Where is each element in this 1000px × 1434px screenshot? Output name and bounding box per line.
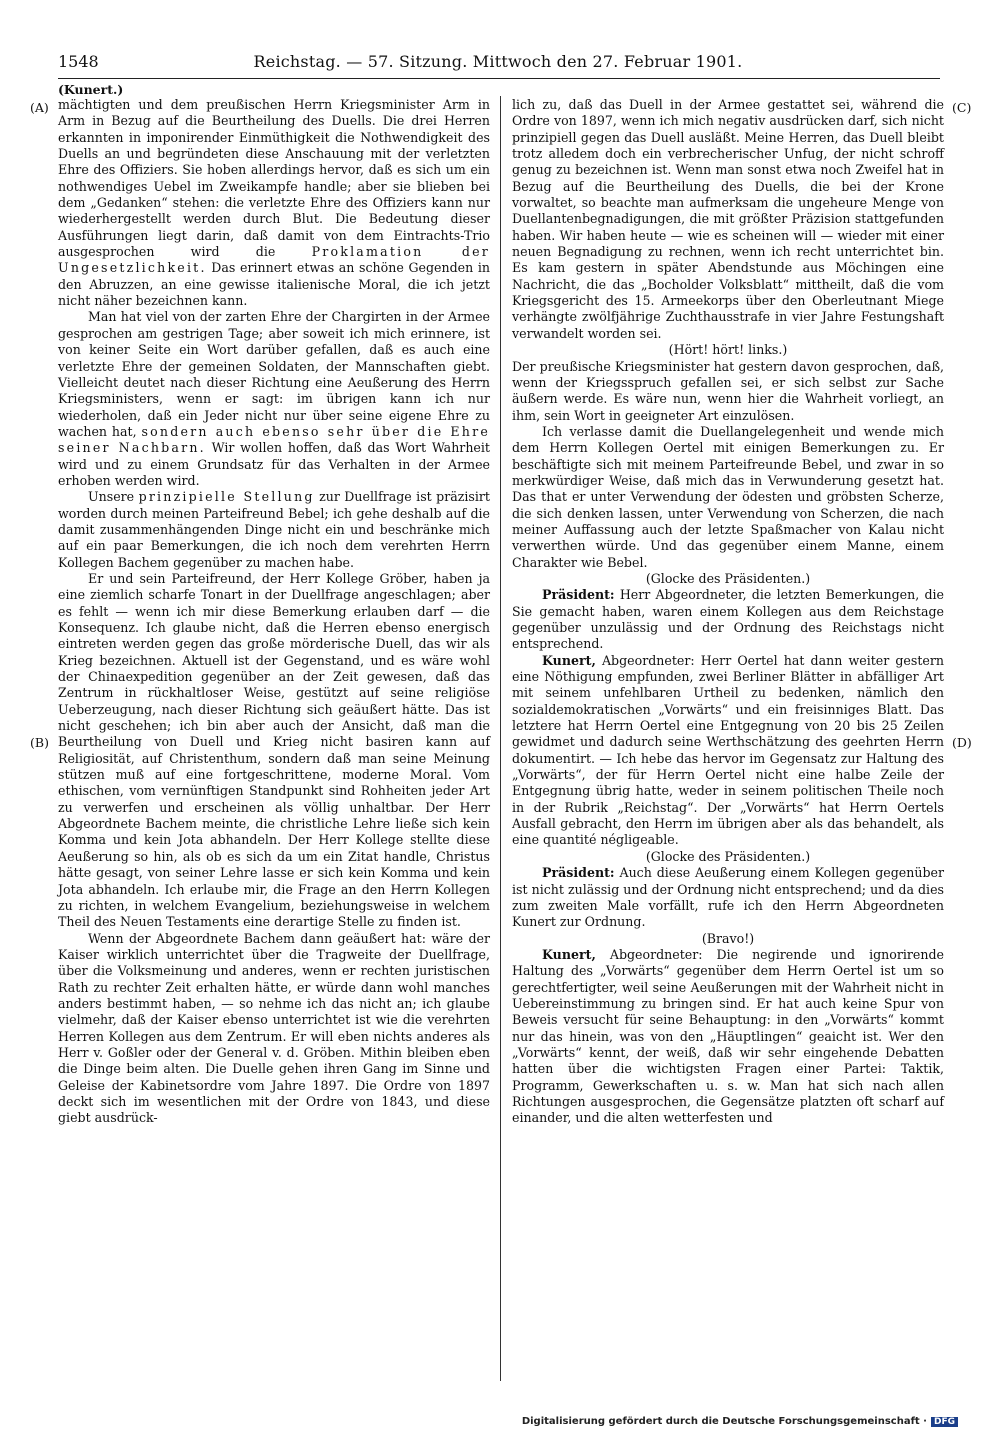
paragraph: Er und sein Parteifreund, der Herr Kollege Gröber, haben ja eine ziemlich scharfe Tonart in der Duellfrage angeschlagen; aber es fehlt — wenn ich mir diese Bemerkung erlauben darf — die Konsequenz. Ich glaube nicht, daß die Herren ebenso energisch eintreten werden gegen das große mörderische Duell, das wir als Krieg bezeichnen. Aktuell ist der Gegenstand, und es wäre wohl der Chinaexpedition gegenüber an der Zeit gewesen, daß das Zentrum in rückhaltloser Weise, gestützt auf seine religiöse Ueberzeugung, nach dieser Richtung sich geäußert hätte. Das ist nicht geschehen; ich bin aber auch der Ansicht, daß man die Beurtheilung von Duell und Krieg nicht basiren kann auf Religiosität, auf Christenthum, sondern daß man seine Meinung stützen muß auf eine fortgeschrittene, moderne Moral. Vom ethischen, vom vernünftigen Standpunkt sind Rohheiten jeder Art zu verwerfen und erscheinen als völlig unhaltbar. Der Herr Abgeordnete Bachem meinte, die christliche Lehre ließe sich kein Komma und kein Jota abhandeln. Der Herr Kollege stellte diese Aeußerung so hin, als ob es sich da um ein Zitat handle, Christus hätte gesagt, von seiner Lehre lasse er sich kein Komma und kein Jota abhandeln. Ich erlaube mir, die Frage an den Herrn Kollegen zu richten, in welchem Evangelium, beziehungsweise in welchem Theil des Neuen Testaments eine derartige Stelle zu finden ist.	[58, 570, 490, 930]
interjection: (Glocke des Präsidenten.)	[645, 848, 811, 864]
dfg-logo: DFG	[931, 1417, 958, 1427]
column-divider	[500, 96, 501, 1381]
page-number: 1548	[58, 52, 99, 71]
paragraph: Kunert, Abgeordneter: Die negirende und ignorirende Haltung des „Vorwärts“ gegenüber dem Herrn Oertel ist um so gerechtfertigter, weil seine Aeußerungen mit der Wahrheit nicht in Uebereinstimmung zu bringen sind. Er hat auch keine Spur von Beweis versucht für seine Behauptung: in den „Vorwärts“ kommt nur das hinein, was von den „Häuptlingen“ geaicht ist. Wer den „Vorwärts“ kennt, der weiß, daß wir sehr eingehende Debatten hatten über die wichtigsten Fragen einer Partei: Taktik, Programm, Gewerkschaften u. s. w. Man hat sich nach allen Richtungen ausgesprochen, die Gegensätze platzten oft scharf auf einander, und die alten wetterfesten und	[512, 946, 945, 1126]
paragraph: Präsident: Auch diese Aeußerung einem Kollegen gegenüber ist nicht zulässig und der Ordnung nicht entsprechend; und da dies zum zweiten Male vorfällt, rufe ich den Herrn Abgeordneten Kunert zur Ordnung.	[512, 865, 944, 930]
speaker-label: Kunert,	[542, 946, 596, 962]
header-title: Reichstag. — 57. Sitzung. Mittwoch den 27. Februar 1901.	[253, 52, 743, 71]
digitization-footer	[522, 1416, 958, 1427]
interjection: (Glocke des Präsidenten.)	[645, 570, 811, 586]
paragraph: Ich verlasse damit die Duellangelegenheit und wende mich dem Herrn Kollegen Oertel mit einigen Bemerkungen zu. Er beschäftigte sich mit meinem Parteifreunde Bebel, und zwar in so merkwürdiger Weise, daß mich das in Verwunderung gesetzt hat. Das that er unter Verwendung der ödesten und gröbsten Scherze, die sich denken lassen, unter Verwendung von Scherzen, die nach meiner Auffassung auch der letzte Spaßmacher von Kalau nicht verwerthen würde. Und das gegenüber einem Manne, einem Charakter wie Bebel.	[512, 423, 944, 570]
left-column	[58, 97, 490, 1127]
paragraph: Wenn der Abgeordnete Bachem dann geäußert hat: wäre der Kaiser wirklich unterrichtet über die Tragweite der Duellfrage, über die Volksmeinung und anderes, wenn er rechten juristischen Rath zu rechter Zeit erhalten hätte, er würde dann wohl manches anders bestimmt haben, — so nehme ich das nicht an; ich glaube vielmehr, daß der Kaiser ebenso unterrichtet ist wie die verehrten Herren Kollegen aus dem Zentrum. Er will eben nichts anderes als Herr v. Goßler oder der General v. d. Gröben. Mithin bleiben eben die Dinge beim alten. Die Duelle gehen ihren Gang im Sinne und Geleise der Kabinetsordre vom Jahre 1897. Die Ordre von 1897 deckt sich im wesentlichen mit der Ordre von 1843, und diese giebt ausdrück-	[58, 930, 490, 1126]
speaker-label: Präsident:	[542, 587, 615, 603]
paragraph: lich zu, daß das Duell in der Armee gestattet sei, während die Ordre von 1897, wenn ich mich negativ ausdrücken darf, sich nicht prinzipiell gegen das Duell ausläßt. Meine Herren, das Duell bleibt trotz alledem doch ein verbrecherischer Unfug, der nicht schroff genug zu bezeichnen ist. Wenn man sonst etwa noch Zweifel hat in Bezug auf die Beurtheilung des Duells, die bei der Krone vorwaltet, so beachte man aufmerksam die ungeheure Menge von Duellantenbegnadigungen, die mit größter Präzision stattgefunden haben. Wir haben heute — wie es scheinen will — wieder mit einer neuen Begnadigung zu rechnen, wenn ich recht unterrichtet bin. Es kam gestern in später Abendstunde aus Möchingen eine Nachricht, die das „Bocholder Volksblatt“ mittheilt, daß die vom Kriegsgericht des 15. Armeekorps über den Oberleutnant Miege verhängte zwölfjährige Zuchthausstrafe in vier Jahre Festungshaft verwandelt worden sei.	[512, 97, 944, 341]
spaced-emphasis: prinzipielle Stellung	[138, 489, 315, 505]
paragraph: Präsident: Herr Abgeordneter, die letzten Bemerkungen, die Sie gemacht haben, waren einem Kollegen aus dem Reichstage gegenüber unzulässig und der Ordnung des Reichstags nicht entsprechend.	[512, 587, 944, 652]
interjection: (Bravo!)	[701, 930, 755, 946]
speaker-label: Kunert,	[542, 652, 596, 668]
margin-mark-d: (D)	[952, 735, 972, 750]
header-rule	[58, 78, 940, 79]
paragraph: Kunert, Abgeordneter: Herr Oertel hat dann weiter gestern eine Nöthigung empfunden, zwei Berliner Blätter in abfälliger Art mit seinem unfehlbaren Urtheil zu bedenken, nämlich den sozialdemokratischen „Vorwärts“ und ein freisinniges Blatt. Das letztere hat Herrn Oertel eine Entgegnung von 20 bis 25 Zeilen gewidmet und dadurch seine Werthschätzung des geehrten Herrn dokumentirt. — Ich hebe das hervor im Gegensatz zur Haltung des „Vorwärts“, der für Herrn Oertel nicht eine halbe Zeile der Entgegnung übrig hatte, weder in seinem politischen Theile noch in der Rubrik „Reichstag“. Der „Vorwärts“ hat Herrn Oertels Ausfall gebracht, den Herrn im übrigen aber als das behandelt, als eine quantité négligeable.	[512, 652, 944, 848]
margin-mark-c: (C)	[952, 100, 972, 115]
speaker-label: Präsident:	[542, 865, 615, 881]
paragraph: Man hat viel von der zarten Ehre der Chargirten in der Armee gesprochen am gestrigen Tage; aber soweit ich mich erinnere, ist von keiner Seite ein Wort darüber gefallen, daß es auch eine verletzte Ehre der gemeinen Soldaten, der Mannschaften giebt. Vielleicht deutet nach dieser Richtung eine Aeußerung des Herrn Kriegsministers, wenn er sagt: im übrigen kann ich nur wiederholen, daß ein Jeder nicht nur über seine eigene Ehre zu wachen hat, sondern auch ebenso sehr über die Ehre seiner Nachbarn. Wir wollen hoffen, daß das Wort Wahrheit wird und zu einem Grundsatz für das Verhalten in der Armee erhoben werden wird.	[58, 309, 490, 488]
paragraph: Unsere prinzipielle Stellung zur Duellfrage ist präzisirt worden durch meinen Parteifreund Bebel; ich gehe deshalb auf die damit zusammenhängenden Dinge nicht ein und beschränke mich auf ein paar Bemerkungen, die ich noch dem verehrten Herrn Kollegen Bachem gegenüber zu machen habe.	[58, 489, 490, 570]
running-header	[58, 52, 938, 78]
speaker-tag: (Kunert.)	[58, 82, 124, 97]
paragraph: Der preußische Kriegsminister hat gestern davon gesprochen, daß, wenn der Kriegsspruch gefallen sei, er sich selbst zur Sache äußern werde. Es wäre nun, wenn hier die Wahrheit vorliegt, an ihm, sein Wort in geeigneter Art einzulösen.	[512, 358, 944, 423]
footer-text: Digitalisierung gefördert durch die Deutsche Forschungsgemeinschaft ·	[521, 1416, 927, 1427]
margin-mark-b: (B)	[30, 735, 49, 750]
paragraph: mächtigten und dem preußischen Herrn Kriegsminister Arm in Arm in Bezug auf die Beurtheilung des Duells. Die drei Herren erkannten in imponirender Einmüthigkeit die Nothwendigkeit des Duells an und begründeten diese Anschauung mit der verletzten Ehre des Offiziers. Sie hoben allerdings hervor, daß es sich um ein nothwendiges Uebel im Zweikampfe handle; aber sie blieben bei dem „Gedanken“ stehen: die verletzte Ehre des Offiziers kann nur wiederhergestellt werden durch Blut. Die Bedeutung dieser Ausführungen liegt darin, daß damit von dem Eintrachts-Trio ausgesprochen wird die Proklamation der Ungesetzlichkeit. Das erinnert etwas an schöne Gegenden in den Abruzzen, an eine gewisse italienische Moral, die ich jetzt nicht näher bezeichnen kann.	[58, 97, 490, 309]
margin-mark-a: (A)	[30, 100, 49, 115]
spaced-emphasis: sondern auch ebenso sehr über die Ehre seiner Nachbarn.	[58, 423, 490, 456]
spaced-emphasis: Proklamation der Ungesetzlichkeit.	[58, 244, 490, 276]
interjection: (Hört! hört! links.)	[668, 342, 788, 358]
right-column	[512, 97, 944, 1127]
